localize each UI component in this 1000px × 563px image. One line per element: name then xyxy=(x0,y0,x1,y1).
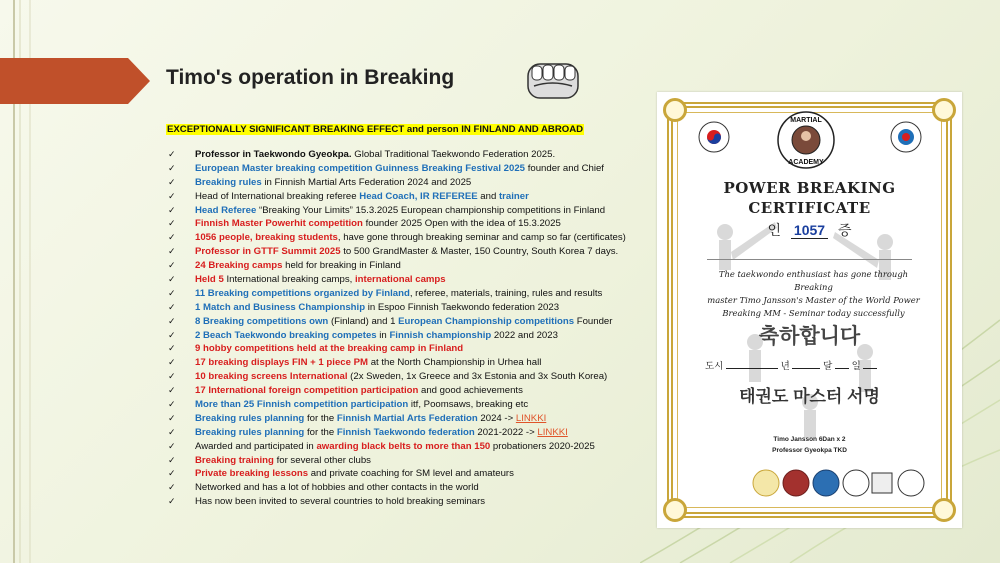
taekwondo-badge-icon xyxy=(697,120,731,154)
list-item-text: and xyxy=(477,190,499,202)
list-item xyxy=(168,495,658,509)
list-item-text: Head of International breaking referee xyxy=(195,190,360,202)
certificate-body-line: master Timo Jansson's Master of the World Power xyxy=(707,295,920,305)
list-item-text: Global Traditional Taekwondo Federation 2025. xyxy=(351,149,556,160)
number-suffix: 증 xyxy=(837,222,852,238)
list-item-text: Breaking rules xyxy=(195,176,262,188)
list-item-text: European Master breaking competition Guinness Breaking Festival 2025 xyxy=(195,162,526,174)
list-item xyxy=(168,259,658,273)
achievement-list xyxy=(168,148,658,509)
congratulations-text: 축하합니다 xyxy=(758,325,861,348)
list-item-text: trainer xyxy=(498,190,529,202)
list-item xyxy=(168,398,658,412)
date-year-label: 년 xyxy=(780,361,790,372)
list-item xyxy=(168,426,658,440)
list-item-text: in Finnish Martial Arts Federation 2024 and 2025 xyxy=(261,176,472,188)
list-item xyxy=(168,301,658,315)
list-item xyxy=(168,315,658,329)
list-item-text: to 500 GrandMaster & Master, 150 Country, South Korea 7 days. xyxy=(340,246,619,258)
martial-academy-seal xyxy=(767,108,845,170)
organization-seals xyxy=(751,468,926,498)
signature-label: 태권도 마스터 서명 xyxy=(739,387,880,406)
list-item-text: Finnish Master Powerhit competition xyxy=(195,218,363,230)
certificate-title xyxy=(657,178,962,218)
linkki-link[interactable]: LINKKI xyxy=(537,426,568,438)
frame-corner-ornament xyxy=(663,498,687,522)
checkmark-icon: ✓ xyxy=(168,496,176,507)
checkmark-icon: ✓ xyxy=(168,385,176,396)
checkmark-icon: ✓ xyxy=(168,454,176,465)
list-item-text: held for breaking in Finland xyxy=(282,260,401,272)
checkmark-icon: ✓ xyxy=(168,176,176,187)
list-item xyxy=(168,329,658,343)
list-item-text: 2024 -> xyxy=(477,412,516,424)
list-item-text: 17 International foreign competition participation xyxy=(195,385,419,397)
list-item-text: 17 breaking displays FIN + 1 piece PM xyxy=(195,357,369,369)
checkmark-icon: ✓ xyxy=(168,440,176,451)
list-item-text: and good achievements xyxy=(418,385,523,397)
checkmark-icon: ✓ xyxy=(168,329,176,340)
list-item-text: Breaking training xyxy=(195,454,274,466)
list-item-text: 1056 people, breaking students xyxy=(195,232,338,244)
list-item-text: Private breaking lessons xyxy=(195,468,309,480)
list-item xyxy=(168,440,658,454)
checkmark-icon: ✓ xyxy=(168,287,176,298)
list-item xyxy=(168,190,658,204)
list-item-text: Head Coach, IR REFEREE xyxy=(359,190,478,202)
list-item-text: founder and Chief xyxy=(525,162,604,174)
title-arrow-shape xyxy=(0,58,150,104)
list-item-text: Networked and has a lot of hobbies and other contacts in the world xyxy=(195,482,479,494)
list-item-text: Awarded and participated in xyxy=(195,440,317,452)
list-item xyxy=(168,273,658,287)
checkmark-icon: ✓ xyxy=(168,301,176,312)
checkmark-icon: ✓ xyxy=(168,482,176,493)
list-item xyxy=(168,231,658,245)
list-item-text: at the North Championship in Urhea hall xyxy=(368,357,542,369)
seal-bottom-text: ACADEMY xyxy=(788,159,824,166)
list-item-text: 10 breaking screens International xyxy=(195,371,348,383)
list-item-text: Has now been invited to several countries to hold breaking seminars xyxy=(195,496,486,508)
list-item xyxy=(168,384,658,398)
list-item xyxy=(168,412,658,426)
seal-top-text: MARTIAL xyxy=(790,117,822,124)
list-item-text: Finnish Taekwondo federation xyxy=(336,426,475,438)
linkki-link[interactable]: LINKKI xyxy=(515,412,547,424)
list-item xyxy=(168,176,658,190)
certificate-body xyxy=(701,268,926,320)
checkmark-icon: ✓ xyxy=(168,343,176,354)
list-item-text: founder 2025 Open with the idea of 15.3.2025 xyxy=(362,218,561,230)
list-item-text: European Championship competitions xyxy=(398,315,575,327)
frame-corner-ornament xyxy=(932,498,956,522)
list-item-text: Finnish Martial Arts Federation xyxy=(336,412,478,424)
list-item-text: in xyxy=(376,329,390,341)
list-item xyxy=(168,370,658,384)
list-item-text: 9 hobby competitions held at the breaking camp in Finland xyxy=(195,343,464,355)
checkmark-icon: ✓ xyxy=(168,218,176,229)
list-item-text: and private coaching for SM level and amateurs xyxy=(308,468,514,480)
date-city-label: 도시 xyxy=(705,361,724,372)
list-item-text: for the xyxy=(304,412,337,424)
list-item-text: “Breaking Your Limits” 15.3.2025 European championship competitions in Finland xyxy=(256,204,606,216)
checkmark-icon: ✓ xyxy=(168,260,176,271)
checkmark-icon: ✓ xyxy=(168,246,176,257)
list-item-text: Professor in Taekwondo Gyeokpa. xyxy=(195,149,352,160)
checkmark-icon: ✓ xyxy=(168,371,176,382)
tang-soo-do-badge-icon xyxy=(889,120,923,154)
list-item-text: Finnish championship xyxy=(389,329,492,341)
list-item-text: , referee, materials, training, rules and results xyxy=(409,287,603,299)
checkmark-icon: ✓ xyxy=(168,315,176,326)
list-item-text: Professor in GTTF Summit 2025 xyxy=(195,246,341,258)
certificate xyxy=(657,92,962,528)
list-item xyxy=(168,287,658,301)
list-item xyxy=(168,245,658,259)
list-item-text: (Finland) and 1 xyxy=(328,315,399,327)
list-item-text: Breaking rules planning xyxy=(195,426,305,438)
checkmark-icon: ✓ xyxy=(168,274,176,285)
list-item-text: for the xyxy=(304,426,337,438)
list-item-text: awarding black belts to more than 150 xyxy=(316,440,491,452)
list-item xyxy=(168,162,658,176)
list-item-text: Founder xyxy=(574,315,613,327)
list-item-text: international camps xyxy=(355,274,446,286)
number-prefix: 인 xyxy=(767,222,782,238)
list-item xyxy=(168,148,658,162)
signer-name: Timo Jansson 6Dan x 2 xyxy=(773,436,846,443)
checkmark-icon: ✓ xyxy=(168,204,176,215)
list-item xyxy=(168,467,658,481)
certificate-number: 1057 xyxy=(791,222,828,239)
date-day-label: 일 xyxy=(851,361,861,372)
list-item xyxy=(168,481,658,495)
list-item-text: itf, Poomsaws, breaking etc xyxy=(408,399,529,411)
list-item-text: Held 5 xyxy=(195,274,224,286)
certificate-body-line: Breaking MM - Seminar today successfully xyxy=(722,308,905,318)
certificate-title-line2: CERTIFICATE xyxy=(748,199,871,217)
list-item xyxy=(168,217,658,231)
certificate-title-line1: POWER BREAKING xyxy=(723,179,896,197)
subtitle-highlight: EXCEPTIONALLY SIGNIFICANT BREAKING EFFECT and person IN FINLAND AND ABROAD xyxy=(167,124,584,135)
signer-title: Professor Gyeokpa TKD xyxy=(772,447,847,454)
list-item-text: 2022 and 2023 xyxy=(491,329,558,341)
list-item-text: in Espoo Finnish Taekwondo federation 2023 xyxy=(365,301,560,313)
list-item-text: Breaking rules planning xyxy=(195,412,305,424)
checkmark-icon: ✓ xyxy=(168,399,176,410)
certificate-body-line: The taekwondo enthusiast has gone through Breaking xyxy=(718,269,909,292)
list-item-text: , have gone through breaking seminar and camp so far (certificates) xyxy=(337,232,626,244)
checkmark-icon: ✓ xyxy=(168,412,176,423)
certificate-number-row xyxy=(657,220,962,240)
divider xyxy=(707,259,912,260)
checkmark-icon: ✓ xyxy=(168,468,176,479)
list-item-text: for several other clubs xyxy=(273,454,371,466)
checkmark-icon: ✓ xyxy=(168,149,176,159)
fist-icon xyxy=(524,56,582,102)
list-item xyxy=(168,356,658,370)
checkmark-icon: ✓ xyxy=(168,190,176,201)
list-item-text: 24 Breaking camps xyxy=(195,260,283,272)
date-month-label: 달 xyxy=(823,361,833,372)
list-item-text: International breaking camps, xyxy=(223,274,355,286)
page-title: Timo's operation in Breaking xyxy=(166,66,455,89)
list-item-text: 11 Breaking competitions organized by Finland xyxy=(195,287,410,299)
date-line xyxy=(705,358,932,372)
list-item-text: (2x Sweden, 1x Greece and 3x Estonia and 3x South Korea) xyxy=(347,371,608,383)
list-item xyxy=(168,342,658,356)
list-item-text: Head Referee xyxy=(195,204,257,216)
list-item-text: 2021-2022 -> xyxy=(474,426,538,438)
list-item-text: probationers 2020-2025 xyxy=(490,440,595,452)
list-item-text: More than 25 Finnish competition participation xyxy=(195,399,409,411)
list-item-text: 2 Beach Taekwondo breaking competes xyxy=(195,329,377,341)
checkmark-icon: ✓ xyxy=(168,232,176,243)
frame-corner-ornament xyxy=(663,98,687,122)
list-item xyxy=(168,454,658,468)
frame-corner-ornament xyxy=(932,98,956,122)
checkmark-icon: ✓ xyxy=(168,162,176,173)
list-item-text: 8 Breaking competitions own xyxy=(195,315,329,327)
checkmark-icon: ✓ xyxy=(168,357,176,368)
checkmark-icon: ✓ xyxy=(168,426,176,437)
list-item xyxy=(168,204,658,218)
list-item-text: 1 Match and Business Championship xyxy=(195,301,366,313)
